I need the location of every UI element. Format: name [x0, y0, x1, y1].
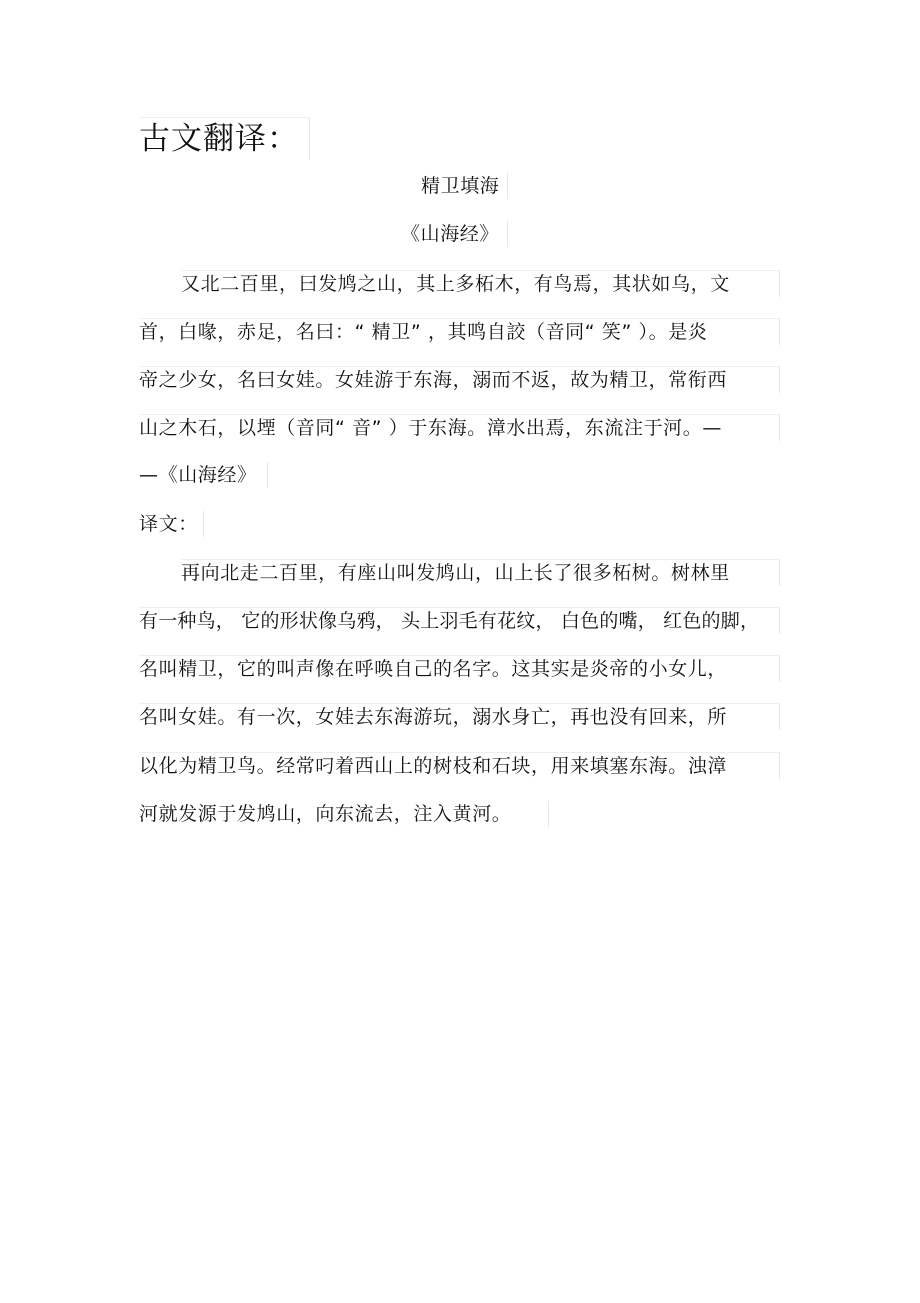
- translation-line: 河就发源于发鸠山，向东流去，注入黄河。: [139, 801, 549, 827]
- translation-line: 再向北走二百里，有座山叫发鸠山，山上长了很多柘树。树林里: [181, 559, 780, 586]
- translation-line: 有一种鸟， 它的形状像乌鸦， 头上羽毛有花纹， 白色的嘴， 红色的脚，: [139, 607, 780, 634]
- original-line: 山之木石，以堙（音同“ 音” ）于东海。漳水出焉，东流注于河。—: [139, 414, 780, 441]
- original-line: 又北二百里，曰发鸠之山，其上多柘木，有鸟焉，其状如乌，文: [181, 270, 780, 297]
- translation-line: 名叫精卫，它的叫声像在呼唤自己的名字。这其实是炎帝的小女儿，: [139, 655, 780, 682]
- original-line: —《山海经》: [139, 462, 268, 488]
- translation-label: 译文：: [139, 511, 204, 537]
- original-line: 首，白喙，赤足，名曰：“ 精卫” ，其鸣自詨（音同“ 笑” ）。是炎: [139, 318, 780, 345]
- poem-title: 精卫填海: [421, 173, 508, 199]
- original-line: 帝之少女，名曰女娃。女娃游于东海，溺而不返，故为精卫，常衔西: [139, 366, 780, 393]
- page-heading: 古文翻译：: [139, 117, 310, 160]
- translation-line: 名叫女娃。有一次，女娃去东海游玩，溺水身亡，再也没有回来，所: [139, 703, 780, 730]
- source-citation: 《山海经》: [401, 221, 508, 247]
- translation-line: 以化为精卫鸟。经常叼着西山上的树枝和石块，用来填塞东海。浊漳: [139, 752, 780, 779]
